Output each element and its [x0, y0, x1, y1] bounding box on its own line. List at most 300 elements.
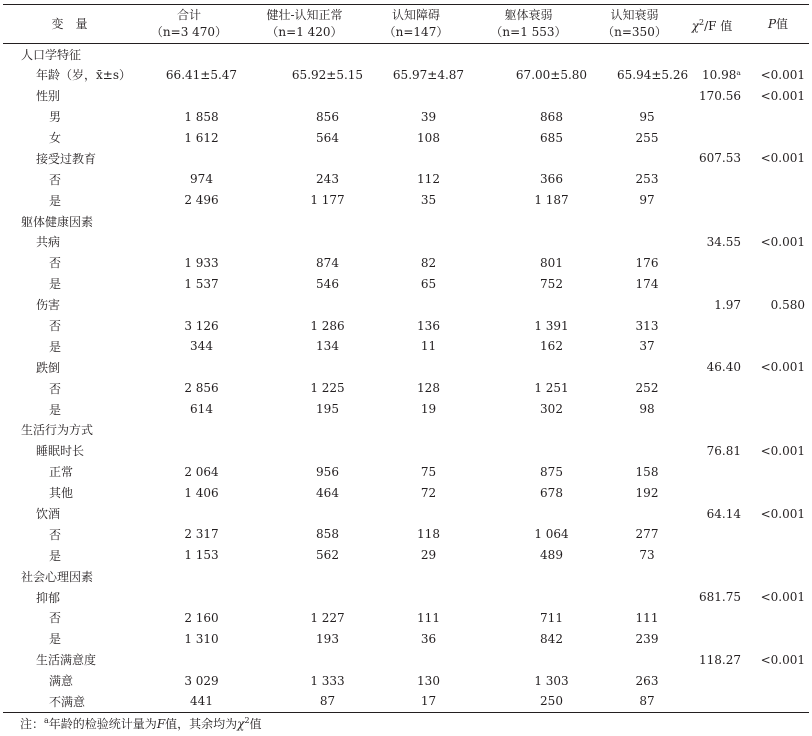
cell-robust: 134: [316, 339, 339, 354]
cell-robust: 464: [316, 485, 339, 500]
cell-robust: [242, 148, 367, 169]
cell-robust: 858: [316, 527, 339, 542]
cell-variable: 睡眠时长: [36, 444, 85, 459]
cell-cognitive: [367, 148, 465, 169]
cell-stat: 64.14: [706, 506, 741, 521]
cell-robust: 195: [316, 402, 339, 417]
cell-p-value: [747, 691, 809, 712]
cell-cognitive-frail: [592, 566, 677, 587]
cell-p-value: 0.580: [770, 297, 805, 312]
cell-physical: 162: [540, 339, 563, 354]
cell-p-value: [747, 336, 809, 357]
cell-total: [136, 566, 242, 587]
cell-robust: 243: [316, 172, 339, 187]
cell-p-value: [747, 461, 809, 482]
cell-robust: 193: [316, 631, 339, 646]
cell-physical: 366: [540, 172, 563, 187]
cell-physical: 1 251: [534, 381, 569, 396]
cell-cognitive-frail: [592, 294, 677, 315]
cell-variable: 不满意: [3, 691, 136, 712]
cell-cognitive-frail: 252: [635, 381, 659, 396]
cell-physical: 1 303: [534, 673, 569, 688]
header-variable: 变 量: [3, 5, 136, 44]
header-total-n: （n=3 470）: [150, 25, 228, 39]
table-row: [3, 357, 809, 378]
cell-robust: 1 286: [310, 318, 345, 333]
cell-p-value: [747, 608, 809, 629]
cell-stat: 1.97: [714, 297, 741, 312]
cell-variable: 是: [49, 402, 62, 417]
cell-total: [136, 420, 242, 441]
cell-cognitive-frail: 313: [635, 318, 659, 333]
cell-robust: 546: [316, 276, 339, 291]
cell-stat: 76.81: [706, 443, 741, 458]
cell-p-value: [747, 378, 809, 399]
cell-stat: 34.55: [706, 234, 741, 249]
cell-robust: [242, 440, 367, 461]
cell-robust: 956: [316, 464, 339, 479]
header-stat: $\chi^2/F$ 值: [677, 5, 747, 44]
cell-cognitive-frail: 192: [635, 485, 659, 500]
cell-cognitive-frail: 158: [635, 464, 659, 479]
cell-p-value: <0.001: [760, 88, 805, 103]
header-total-label: 合计: [176, 8, 201, 22]
cell-robust: 564: [316, 130, 339, 145]
cell-p-value: <0.001: [760, 234, 805, 249]
cell-variable: 人口学特征: [21, 47, 82, 62]
cell-p-value: [747, 399, 809, 420]
cell-cognitive: 111: [417, 610, 440, 625]
table-row: [3, 64, 809, 85]
cell-total: 1 310: [184, 631, 219, 646]
table-row: [3, 545, 809, 566]
cell-robust: [242, 232, 367, 253]
cell-cognitive: 65: [420, 276, 437, 291]
cell-total: [136, 294, 242, 315]
cell-cognitive-frail: [592, 148, 677, 169]
cell-cognitive-frail: 73: [639, 548, 655, 563]
table-row: [3, 106, 809, 127]
cell-total: 2 064: [184, 464, 219, 479]
cell-stat: [677, 628, 747, 649]
cell-cognitive-frail: [592, 440, 677, 461]
cell-stat: [677, 315, 747, 336]
table-row: [3, 503, 809, 524]
cell-cognitive: 118: [417, 527, 440, 542]
cell-cognitive: [367, 85, 465, 106]
table-row: [3, 273, 809, 294]
cell-variable: 满意: [49, 674, 74, 689]
cell-cognitive: [367, 503, 465, 524]
table-row: [3, 566, 809, 587]
cell-variable: 是: [49, 193, 62, 208]
cell-total: [136, 148, 242, 169]
header-physical-n: （n=1 553）: [490, 25, 567, 39]
cell-stat: [677, 190, 747, 211]
cell-stat: [677, 378, 747, 399]
cell-cognitive-frail: [592, 44, 677, 65]
cell-robust: [242, 357, 367, 378]
cell-cognitive-frail: [592, 211, 677, 232]
cell-variable: 正常: [49, 465, 74, 480]
cell-stat: 118.27: [699, 652, 741, 667]
cell-total: [136, 440, 242, 461]
cell-variable: 饮酒: [36, 507, 61, 522]
cell-cognitive-frail: [592, 587, 677, 608]
cell-physical: 489: [540, 548, 563, 563]
cell-cognitive: [367, 44, 465, 65]
cell-robust: [242, 85, 367, 106]
cell-stat: [677, 524, 747, 545]
cell-variable: 生活满意度: [36, 653, 97, 668]
cell-physical: 1 187: [534, 193, 569, 208]
table-note: 注：$^a$年龄的检验统计量为F值，其余均为$\chi^2$值: [20, 716, 262, 731]
table-row: [3, 190, 809, 211]
header-cognitive-frail-label: 认知衰弱: [610, 8, 659, 22]
cell-total: 344: [190, 339, 213, 354]
cell-total: 441: [136, 691, 242, 712]
cell-total: 2 317: [184, 527, 219, 542]
cell-total: [136, 44, 242, 65]
cell-physical: [465, 566, 592, 587]
cell-cognitive: 72: [420, 485, 437, 500]
cell-physical: [465, 420, 592, 441]
cell-robust: 65.92±5.15: [291, 67, 364, 82]
table-row: [3, 691, 809, 712]
cell-variable: 接受过教育: [36, 151, 97, 166]
cell-p-value: <0.001: [760, 360, 805, 375]
cell-physical: [465, 503, 592, 524]
cell-physical: [465, 649, 592, 670]
cell-variable: 跌倒: [36, 360, 61, 375]
cell-physical: [465, 232, 592, 253]
cell-stat: 170.56: [699, 88, 741, 103]
cell-physical: 868: [540, 109, 563, 124]
cell-variable: 是: [49, 277, 62, 292]
cell-total: 1 858: [184, 109, 219, 124]
table-row: [3, 294, 809, 315]
cell-p-value: [747, 315, 809, 336]
cell-physical: [465, 211, 592, 232]
cell-total: 974: [190, 172, 213, 187]
cell-stat: [677, 608, 747, 629]
header-robust-n: （n=1 420）: [266, 25, 343, 39]
table-row: [3, 232, 809, 253]
cell-cognitive: 11: [420, 339, 437, 354]
header-cognitive-label: 认知障碍: [391, 8, 440, 22]
cell-p-value: [747, 420, 809, 441]
cell-cognitive-frail: 97: [639, 193, 655, 208]
cell-total: [136, 357, 242, 378]
cell-p-value: [747, 106, 809, 127]
cell-p-value: <0.001: [760, 443, 805, 458]
cell-stat: 46.40: [706, 360, 741, 375]
cell-cognitive-frail: 37: [639, 339, 655, 354]
header-robust: [242, 5, 367, 44]
table-row: [3, 211, 809, 232]
cell-variable: 否: [49, 319, 62, 334]
cell-physical: 801: [540, 255, 563, 270]
cell-total: 3 029: [184, 673, 219, 688]
cell-stat: [677, 691, 747, 712]
table-row: [3, 85, 809, 106]
cell-p-value: [747, 628, 809, 649]
cell-p-value: [747, 670, 809, 691]
cell-total: 1 537: [184, 276, 219, 291]
cell-stat: 607.53: [699, 151, 741, 166]
cell-p-value: <0.001: [760, 67, 805, 82]
cell-cognitive-frail: [592, 357, 677, 378]
cell-cognitive: [367, 211, 465, 232]
cell-variable: 年龄（岁，x̄±s）: [36, 68, 131, 83]
cell-robust: [242, 587, 367, 608]
cell-cognitive: [367, 420, 465, 441]
cell-stat: [677, 482, 747, 503]
cell-cognitive-frail: [592, 232, 677, 253]
cell-cognitive: [367, 566, 465, 587]
cell-variable: 共病: [36, 235, 61, 250]
cell-stat: [677, 545, 747, 566]
cell-total: 1 612: [184, 130, 219, 145]
cell-cognitive-frail: 174: [635, 276, 659, 291]
cell-total: [136, 649, 242, 670]
cell-variable: 伤害: [36, 298, 61, 313]
cell-p-value: [747, 44, 809, 65]
table-row: [3, 127, 809, 148]
cell-p-value: <0.001: [760, 506, 805, 521]
table-row: [3, 628, 809, 649]
cell-physical: 685: [540, 130, 563, 145]
cell-variable: 女: [49, 131, 62, 145]
cell-cognitive: 128: [417, 381, 440, 396]
cell-variable: 抑郁: [36, 590, 61, 605]
cell-p-value: [747, 273, 809, 294]
cell-physical: 1 064: [534, 527, 569, 542]
cell-physical: [465, 357, 592, 378]
cell-total: 2 160: [184, 610, 219, 625]
cell-total: [136, 587, 242, 608]
cell-stat: 10.98ᵃ: [702, 67, 741, 82]
cell-stat: [677, 169, 747, 190]
cell-robust: 87: [242, 691, 367, 712]
cell-stat: [677, 399, 747, 420]
table-row: [3, 378, 809, 399]
table-row: [3, 461, 809, 482]
table-row: [3, 148, 809, 169]
data-table: [3, 4, 809, 713]
cell-cognitive: 82: [420, 255, 437, 270]
cell-robust: [242, 44, 367, 65]
header-robust-label: 健壮-认知正常: [266, 8, 343, 22]
cell-stat: [677, 106, 747, 127]
header-cognitive-frail-n: （n=350）: [602, 25, 667, 39]
table-row: [3, 587, 809, 608]
table-header: [3, 5, 809, 44]
cell-p-value: [747, 190, 809, 211]
cell-robust: 1 225: [310, 381, 345, 396]
header-cognitive: [367, 5, 465, 44]
cell-cognitive-frail: 255: [635, 130, 659, 145]
header-p: P值: [747, 5, 809, 44]
cell-total: [136, 232, 242, 253]
cell-variable: 躯体健康因素: [21, 214, 94, 229]
cell-p-value: [747, 252, 809, 273]
cell-variable: 社会心理因素: [21, 569, 94, 584]
cell-cognitive-frail: [592, 420, 677, 441]
cell-physical: 842: [540, 631, 563, 646]
table-row: [3, 315, 809, 336]
cell-total: 2 856: [184, 381, 219, 396]
cell-stat: [677, 461, 747, 482]
cell-cognitive-frail: 87: [592, 691, 677, 712]
table-body: [3, 44, 809, 713]
cell-p-value: [747, 211, 809, 232]
header-total: [136, 5, 242, 44]
cell-physical: 678: [540, 485, 563, 500]
cell-robust: 856: [316, 109, 339, 124]
cell-variable: 性别: [36, 89, 61, 104]
table-row: [3, 399, 809, 420]
cell-cognitive-frail: [592, 85, 677, 106]
cell-total: 1 933: [184, 255, 219, 270]
cell-cognitive: 19: [420, 402, 437, 417]
cell-total: [136, 503, 242, 524]
cell-stat: [677, 273, 747, 294]
cell-p-value: [747, 482, 809, 503]
cell-cognitive: [367, 587, 465, 608]
cell-cognitive-frail: 65.94±5.26: [617, 67, 689, 82]
cell-cognitive: [367, 294, 465, 315]
cell-cognitive: 35: [420, 193, 437, 208]
cell-variable: 否: [49, 611, 62, 626]
cell-cognitive: [367, 649, 465, 670]
cell-physical: [465, 85, 592, 106]
table-row: [3, 252, 809, 273]
cell-variable: 是: [49, 339, 62, 354]
cell-robust: [242, 503, 367, 524]
cell-robust: [242, 294, 367, 315]
cell-cognitive-frail: 176: [635, 255, 659, 270]
cell-total: 1 406: [184, 485, 219, 500]
cell-total: 66.41±5.47: [165, 67, 238, 82]
cell-robust: 562: [316, 548, 339, 563]
cell-cognitive-frail: [592, 503, 677, 524]
cell-physical: [465, 587, 592, 608]
cell-robust: 1 333: [310, 673, 345, 688]
cell-cognitive: [367, 357, 465, 378]
cell-cognitive-frail: 277: [635, 527, 659, 542]
cell-physical: [465, 440, 592, 461]
cell-variable: 否: [49, 256, 62, 271]
table-row: [3, 169, 809, 190]
cell-physical: 711: [540, 610, 563, 625]
cell-total: 614: [190, 402, 213, 417]
table-row: [3, 420, 809, 441]
header-physical-label: 躯体衰弱: [504, 8, 553, 22]
cell-stat: [677, 670, 747, 691]
table-row: [3, 44, 809, 65]
cell-physical: [465, 294, 592, 315]
cell-p-value: <0.001: [760, 590, 805, 605]
cell-cognitive: 39: [420, 109, 437, 124]
cell-variable: 生活行为方式: [21, 423, 94, 438]
cell-stat: [677, 420, 747, 441]
cell-cognitive: [367, 440, 465, 461]
cell-robust: 1 177: [310, 193, 345, 208]
cell-robust: 874: [316, 255, 339, 270]
cell-variable: 否: [49, 527, 62, 542]
cell-stat: [677, 566, 747, 587]
cell-variable: 否: [49, 172, 62, 187]
cell-physical: 752: [540, 276, 563, 291]
cell-stat: 681.75: [699, 590, 741, 605]
cell-cognitive-frail: 111: [635, 610, 659, 625]
cell-cognitive: 65.97±4.87: [392, 67, 465, 82]
cell-p-value: [747, 545, 809, 566]
cell-robust: [242, 211, 367, 232]
cell-stat: [677, 211, 747, 232]
header-physical: [465, 5, 592, 44]
header-cognitive-n: （n=147）: [383, 25, 449, 39]
cell-variable: 男: [49, 110, 62, 125]
table-row: [3, 482, 809, 503]
cell-robust: [242, 649, 367, 670]
cell-physical: 250: [465, 691, 592, 712]
cell-cognitive: 36: [420, 631, 437, 646]
cell-variable: 是: [49, 548, 62, 563]
cell-robust: 1 227: [310, 610, 345, 625]
cell-p-value: [747, 127, 809, 148]
cell-total: 1 153: [184, 548, 219, 563]
cell-physical: 302: [540, 402, 563, 417]
cell-total: [136, 211, 242, 232]
header-cognitive-frail: [592, 5, 677, 44]
table-row: [3, 649, 809, 670]
cell-stat: [677, 127, 747, 148]
cell-stat: [677, 336, 747, 357]
cell-cognitive: 112: [417, 172, 440, 187]
cell-p-value: [747, 524, 809, 545]
cell-cognitive: 29: [420, 548, 437, 563]
cell-robust: [242, 420, 367, 441]
cell-cognitive: [367, 232, 465, 253]
table-row: [3, 608, 809, 629]
cell-total: 3 126: [184, 318, 219, 333]
cell-cognitive-frail: 239: [635, 631, 659, 646]
cell-cognitive-frail: 253: [635, 172, 659, 187]
table-row: [3, 336, 809, 357]
cell-p-value: [747, 566, 809, 587]
cell-cognitive: 108: [417, 130, 440, 145]
cell-cognitive: 75: [420, 464, 437, 479]
cell-cognitive: 130: [417, 673, 440, 688]
cell-p-value: <0.001: [760, 151, 805, 166]
cell-cognitive-frail: 98: [639, 402, 655, 417]
cell-total: [136, 85, 242, 106]
cell-cognitive: 17: [367, 691, 465, 712]
cell-stat: [677, 44, 747, 65]
cell-cognitive: 136: [417, 318, 440, 333]
cell-variable: 否: [49, 381, 62, 396]
cell-stat: [677, 252, 747, 273]
cell-variable: 其他: [49, 486, 74, 501]
cell-cognitive-frail: 263: [635, 673, 659, 688]
cell-physical: [465, 44, 592, 65]
cell-physical: 1 391: [534, 318, 569, 333]
cell-cognitive-frail: 95: [639, 109, 655, 124]
table-row: [3, 524, 809, 545]
cell-cognitive-frail: [592, 649, 677, 670]
